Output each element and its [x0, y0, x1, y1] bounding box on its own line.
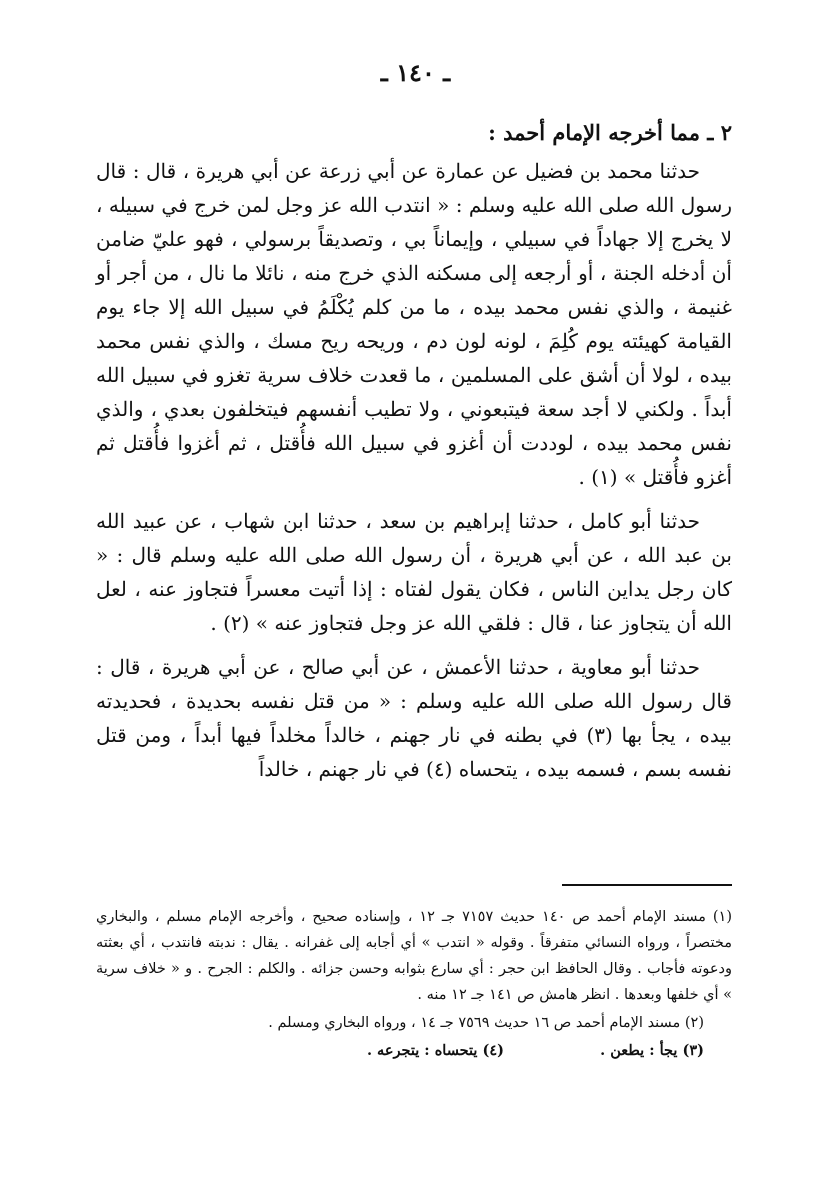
footnote-4: (٤) يتحساه : يتجرعه . — [366, 1042, 504, 1059]
page-number: ـ ١٤٠ ـ — [380, 58, 451, 87]
footnote-2: (٢) مسند الإمام أحمد ص ١٦ حديث ٧٥٦٩ جـ ١٤ ، ورواه البخاري ومسلم . — [268, 1015, 704, 1031]
hadith-paragraph: حدثنا أبو معاوية ، حدثنا الأعمش ، عن أبي صالح ، عن أبي هريرة ، قال : قال رسول الله صلى الله عليه وسلم : « من قتل نفسه بحديدة ، فحديدته بيده ، يجأ بها (٣) في بطنه في نار جهنم ، خالداً مخلداً فيها أبداً ، ومن قتل نفسه بسم ، فسمه بيده ، يتحساه (٤) في نار جهنم ، خالداً — [96, 655, 733, 781]
hadith-paragraph: حدثنا أبو كامل ، حدثنا إبراهيم بن سعد ، حدثنا ابن شهاب ، عن عبيد الله بن عبد الله ، عن أبي هريرة ، أن رسول الله صلى الله عليه وسلم قال : « كان رجل يداين الناس ، فكان يقول لفتاه : إذا أتيت معسراً فتجاوز عنه ، لعل الله أن يتجاوز عنا ، قال : فلقي الله عز وجل فتجاوز عنه » (٢) . — [96, 509, 732, 635]
main-text — [96, 116, 732, 796]
footnote-3: (٣) يجأ : يطعن . — [600, 1042, 704, 1059]
footnote-glossary — [96, 1038, 732, 1064]
hadith-paragraph: حدثنا محمد بن فضيل عن عمارة عن أبي زرعة عن أبي هريرة ، قال : قال رسول الله صلى الله عليه وسلم : « انتدب الله عز وجل لمن خرج في سبيله ، لا يخرج إلا جهاداً في سبيلي ، وإيماناً بي ، وتصديقاً برسولي ، فهو عليّ ضامن أن أدخله الجنة ، أو أرجعه إلى مسكنه الذي خرج منه ، نائلا ما نال ، من أجر أو غنيمة ، والذي نفس محمد بيده ، ما من كلم يُكْلَمُ في سبيل الله إلا جاء يوم القيامة كهيئته يوم كُلِمَ ، لونه لون دم ، وريحه ريح مسك ، والذي نفس محمد بيده ، لولا أن أشق على المسلمين ، ما قعدت خلاف سرية تغزو في سبيل الله أبداً . ولكني لا أجد سعة فيتبعوني ، ولا تطيب أنفسهم فيتخلفون بعدي ، والذي نفس محمد بيده ، لوددت أن أغزو في سبيل الله فأُقتل ، ثم أغزوا فأُقتل ثم أغزو فأُقتل » (١) . — [96, 159, 733, 489]
footnote-1: (١) مسند الإمام أحمد ص ١٤٠ حديث ٧١٥٧ جـ ١٢ ، وإسناده صحيح ، وأخرجه الإمام مسلم ، والبخاري مختصراً ، ورواه النسائي متفرقاً . وقوله « انتدب » أي أجابه إلى غفرانه . يقال : ندبته فانتدب ، أي بعثته ودعوته فأجاب . وقال الحافظ ابن حجر : أي سارع بثوابه وحسن جزائه . والكلم : الجرح . و « خلاف سرية » أي خلفها وبعدها . انظر هامش ص ١٤١ جـ ١٢ منه . — [96, 909, 733, 1003]
footnotes — [96, 904, 732, 1064]
footnote-separator — [562, 884, 732, 886]
section-heading: ٢ ـ مما أخرجه الإمام أحمد : — [488, 120, 732, 145]
